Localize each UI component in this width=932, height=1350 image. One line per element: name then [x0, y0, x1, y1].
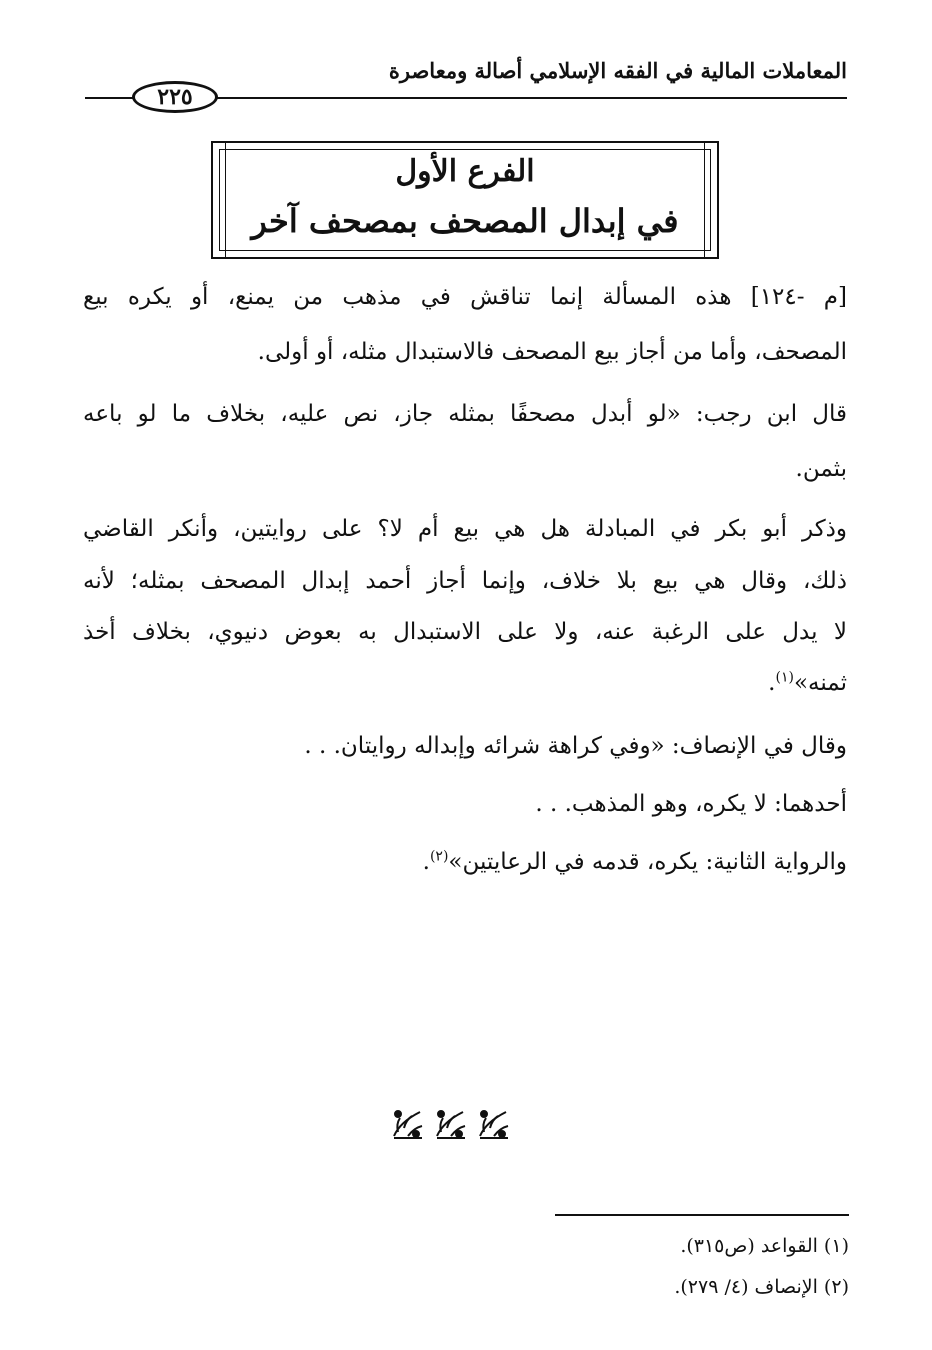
- body-line: وقال في الإنصاف: «وفي كراهة شرائه وإبداله روايتان. . .: [304, 733, 847, 759]
- body-line: [423, 847, 847, 877]
- footnote-ref-1[interactable]: (١): [775, 669, 794, 686]
- body-line: قال ابن رجب: «لو أبدل مصحفًا بمثله جاز، نص عليه، بخلاف ما لو باعه: [83, 401, 847, 427]
- body-text: .: [768, 670, 776, 696]
- body-line: لا يدل على الرغبة عنه، ولا على الاستبدال به بعوض دنيوي، بخلاف أخذ: [83, 619, 847, 645]
- body-line: بثمن.: [795, 456, 847, 482]
- body-text: .: [422, 849, 430, 875]
- body-line: أحدهما: لا يكره، وهو المذهب. . .: [535, 791, 847, 817]
- section-title-line1: الفرع الأول: [395, 154, 535, 189]
- floral-ornament-icon: [388, 1106, 513, 1142]
- footnote-1: (١) القواعد (ص٣١٥).: [680, 1235, 849, 1257]
- page-number-text: ٢٢٥: [157, 84, 193, 110]
- body-line: [م -١٢٤] هذه المسألة إنما تناقش في مذهب من يمنع، أو يكره بيع: [83, 284, 848, 310]
- footnote-ref-2[interactable]: (٢): [429, 848, 449, 865]
- body-line: وذكر أبو بكر في المبادلة هل هي بيع أم لا؟ على روايتين، وأنكر القاضي: [83, 516, 847, 542]
- body-line: المصحف، وأما من أجاز بيع المصحف فالاستبدال مثله، أو أولى.: [257, 339, 847, 365]
- page-number: [132, 81, 218, 113]
- body-text: والرواية الثانية: يكره، قدمه في الرعايتين»: [448, 849, 847, 875]
- body-line: [768, 668, 847, 698]
- body-text: ثمنه»: [793, 670, 847, 696]
- running-header-title: المعاملات المالية في الفقه الإسلامي أصالة ومعاصرة: [388, 58, 847, 83]
- footnote-separator: [555, 1214, 849, 1216]
- body-line: ذلك، وقال هي بيع بلا خلاف، وإنما أجاز أحمد إبدال المصحف بمثله؛ لأنه: [83, 568, 847, 594]
- footnote-2: (٢) الإنصاف (٤/ ٢٧٩).: [674, 1276, 849, 1298]
- section-title-line2: في إبدال المصحف بمصحف آخر: [251, 202, 679, 240]
